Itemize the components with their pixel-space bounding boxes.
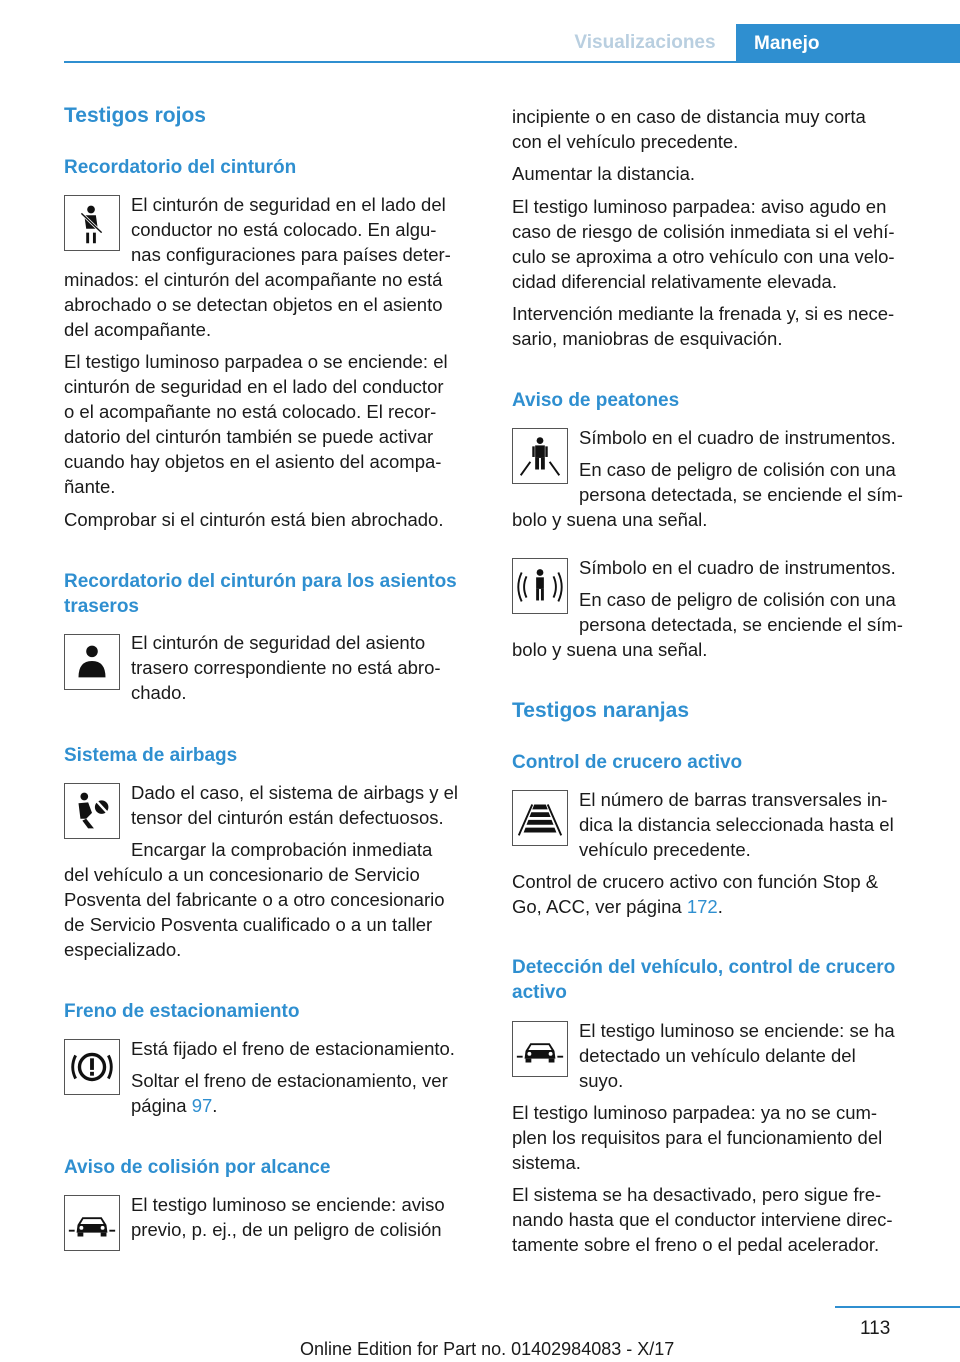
parking-brake-icon bbox=[64, 1039, 120, 1095]
collision-text-l2: previo, p. ej., de un peligro de colisión bbox=[131, 1219, 442, 1240]
seatbelt-p2-l1: El testigo luminoso parpadea o se enciende: el bbox=[64, 351, 448, 372]
parking-page-prefix: página bbox=[131, 1095, 192, 1116]
acc-page-suffix: . bbox=[717, 896, 723, 917]
parking-text-l1: Está fijado el freno de estacionamiento. bbox=[131, 1038, 455, 1059]
cont-l2: con el vehículo precedente. bbox=[512, 131, 739, 152]
acc-page-prefix: Go, ACC, ver página bbox=[512, 896, 687, 917]
page-172-link[interactable]: 172 bbox=[686, 896, 718, 917]
seatbelt-p2-l4: datorio del cinturón también se puede activar bbox=[64, 426, 434, 447]
heading-seatbelt: Recordatorio del cinturón bbox=[64, 157, 297, 178]
seatbelt-p3: Comprobar si el cinturón está bien abrochado. bbox=[64, 509, 444, 530]
detect-text-l1: El testigo luminoso se enciende: se ha bbox=[579, 1020, 895, 1041]
acc-text-l3: vehículo precedente. bbox=[579, 839, 751, 860]
seatbelt-text-l5: abrochado o se detectan objetos en el asiento bbox=[64, 294, 443, 315]
heading-vehicle-detection-l1: Detección del vehículo, control de crucero bbox=[512, 957, 896, 978]
airbag-text-l2: tensor del cinturón están defectuosos. bbox=[131, 807, 444, 828]
detect-p3-l2: nando hasta que el conductor interviene direc‐ bbox=[512, 1209, 893, 1230]
airbag-p2-l3: Posventa del fabricante o a otro concesionario bbox=[64, 889, 445, 910]
pedestrian-a-l1: Símbolo en el cuadro de instrumentos. bbox=[579, 427, 896, 448]
pedestrian-a-p2-l2: persona detectada, se enciende el sím‐ bbox=[579, 484, 903, 505]
detect-p3-l3: tamente sobre el freno o el pedal acelerador. bbox=[512, 1234, 880, 1255]
seatbelt-text-l3: nas configuraciones para países deter‐ bbox=[131, 244, 451, 265]
heading-airbag: Sistema de airbags bbox=[64, 745, 238, 766]
cont-p4-l2: sario, maniobras de esquivación. bbox=[512, 328, 783, 349]
cont-p3-l1: El testigo luminoso parpadea: aviso agudo en bbox=[512, 196, 887, 217]
seatbelt-p2-l2: cinturón de seguridad en el lado del conductor bbox=[64, 376, 444, 397]
heading-collision-warning: Aviso de colisión por alcance bbox=[64, 1157, 331, 1178]
heading-rear-seatbelt-l2: traseros bbox=[64, 596, 139, 617]
pedestrian-b-p2-l1: En caso de peligro de colisión con una bbox=[579, 589, 896, 610]
parking-page-suffix: . bbox=[212, 1095, 218, 1116]
acc-text-l2: dica la distancia seleccionada hasta el bbox=[579, 814, 894, 835]
tab-visualizaciones[interactable]: Visualizaciones bbox=[574, 31, 716, 53]
airbag-p2-l2: del vehículo a un concesionario de Servicio bbox=[64, 864, 420, 885]
airbag-p2-l1: Encargar la comprobación inmediata bbox=[131, 839, 433, 860]
seatbelt-p2-l6: ñante. bbox=[64, 476, 116, 497]
edition-note: Online Edition for Part no. 01402984083 - X/17 bbox=[300, 1339, 675, 1359]
tab-manejo[interactable]: Manejo bbox=[736, 24, 960, 63]
cont-p2: Aumentar la distancia. bbox=[512, 163, 696, 184]
cont-p3-l3: culo se aproxima a otro vehículo con una velo‐ bbox=[512, 246, 895, 267]
seatbelt-text-l2: conductor no está colocado. En algu‐ bbox=[131, 219, 437, 240]
detect-p2-l3: sistema. bbox=[512, 1152, 581, 1173]
detect-p2-l1: El testigo luminoso parpadea: ya no se cum‐ bbox=[512, 1102, 878, 1123]
vehicle-icon bbox=[64, 1195, 120, 1251]
pedestrian-b-l1: Símbolo en el cuadro de instrumentos. bbox=[579, 557, 896, 578]
pedestrian-icon bbox=[512, 428, 568, 484]
pedestrian-a-p2-l3: bolo y suena una señal. bbox=[512, 509, 708, 530]
seatbelt-icon bbox=[64, 195, 120, 251]
acc-p2-l1: Control de crucero activo con función Stop & bbox=[512, 871, 879, 892]
seatbelt-text-l1: El cinturón de seguridad en el lado del bbox=[131, 194, 446, 215]
cont-p3-l2: caso de riesgo de colisión inmediata si el vehí‐ bbox=[512, 221, 895, 242]
cont-p3-l4: cidad diferencial relativamente elevada. bbox=[512, 271, 837, 292]
seatbelt-text-l4: minados: el cinturón del acompañante no está bbox=[64, 269, 443, 290]
pedestrian-waves-icon bbox=[512, 558, 568, 614]
airbag-icon bbox=[64, 783, 120, 839]
rear-seat-occupant-icon bbox=[64, 634, 120, 690]
airbag-p2-l4: de Servicio Posventa cualificado o a un taller bbox=[64, 914, 433, 935]
rear-text-l1: El cinturón de seguridad del asiento bbox=[131, 632, 426, 653]
heading-pedestrian: Aviso de peatones bbox=[512, 390, 680, 411]
rear-text-l3: chado. bbox=[131, 682, 187, 703]
collision-text-l1: El testigo luminoso se enciende: aviso bbox=[131, 1194, 445, 1215]
parking-p2-l1: Soltar el freno de estacionamiento, ver bbox=[131, 1070, 448, 1091]
seatbelt-p2-l3: o el acompañante no está colocado. El recor‐ bbox=[64, 401, 437, 422]
heading-parking-brake: Freno de estacionamiento bbox=[64, 1001, 300, 1022]
heading-vehicle-detection-l2: activo bbox=[512, 982, 567, 1003]
seatbelt-text-l6: del acompañante. bbox=[64, 319, 212, 340]
detect-p2-l2: plen los requisitos para el funcionamiento del bbox=[512, 1127, 883, 1148]
section-title-red: Testigos rojos bbox=[64, 104, 206, 127]
header-rule bbox=[64, 61, 960, 63]
pedestrian-a-p2-l1: En caso de peligro de colisión con una bbox=[579, 459, 896, 480]
vehicle-detected-icon bbox=[512, 1021, 568, 1077]
airbag-p2-l5: especializado. bbox=[64, 939, 182, 960]
cont-l1: incipiente o en caso de distancia muy corta bbox=[512, 106, 866, 127]
section-title-orange: Testigos naranjas bbox=[512, 699, 690, 722]
parking-p2-l2 bbox=[131, 1093, 481, 1118]
pedestrian-b-p2-l2: persona detectada, se enciende el sím‐ bbox=[579, 614, 903, 635]
detect-text-l2: detectado un vehículo delante del bbox=[579, 1045, 856, 1066]
page-number: 113 bbox=[860, 1318, 891, 1339]
distance-bars-icon bbox=[512, 790, 568, 846]
footer-rule bbox=[835, 1306, 960, 1308]
acc-p2-l2 bbox=[512, 894, 926, 919]
pedestrian-b-p2-l3: bolo y suena una señal. bbox=[512, 639, 708, 660]
heading-acc: Control de crucero activo bbox=[512, 752, 743, 773]
airbag-text-l1: Dado el caso, el sistema de airbags y el bbox=[131, 782, 459, 803]
rear-text-l2: trasero correspondiente no está abro‐ bbox=[131, 657, 441, 678]
acc-text-l1: El número de barras transversales in‐ bbox=[579, 789, 888, 810]
heading-rear-seatbelt-l1: Recordatorio del cinturón para los asientos bbox=[64, 571, 457, 592]
detect-text-l3: suyo. bbox=[579, 1070, 624, 1091]
seatbelt-p2-l5: cuando hay objetos en el asiento del acompa‐ bbox=[64, 451, 442, 472]
page-97-link[interactable]: 97 bbox=[191, 1095, 213, 1116]
detect-p3-l1: El sistema se ha desactivado, pero sigue fre‐ bbox=[512, 1184, 882, 1205]
cont-p4-l1: Intervención mediante la frenada y, si es nece‐ bbox=[512, 303, 895, 324]
